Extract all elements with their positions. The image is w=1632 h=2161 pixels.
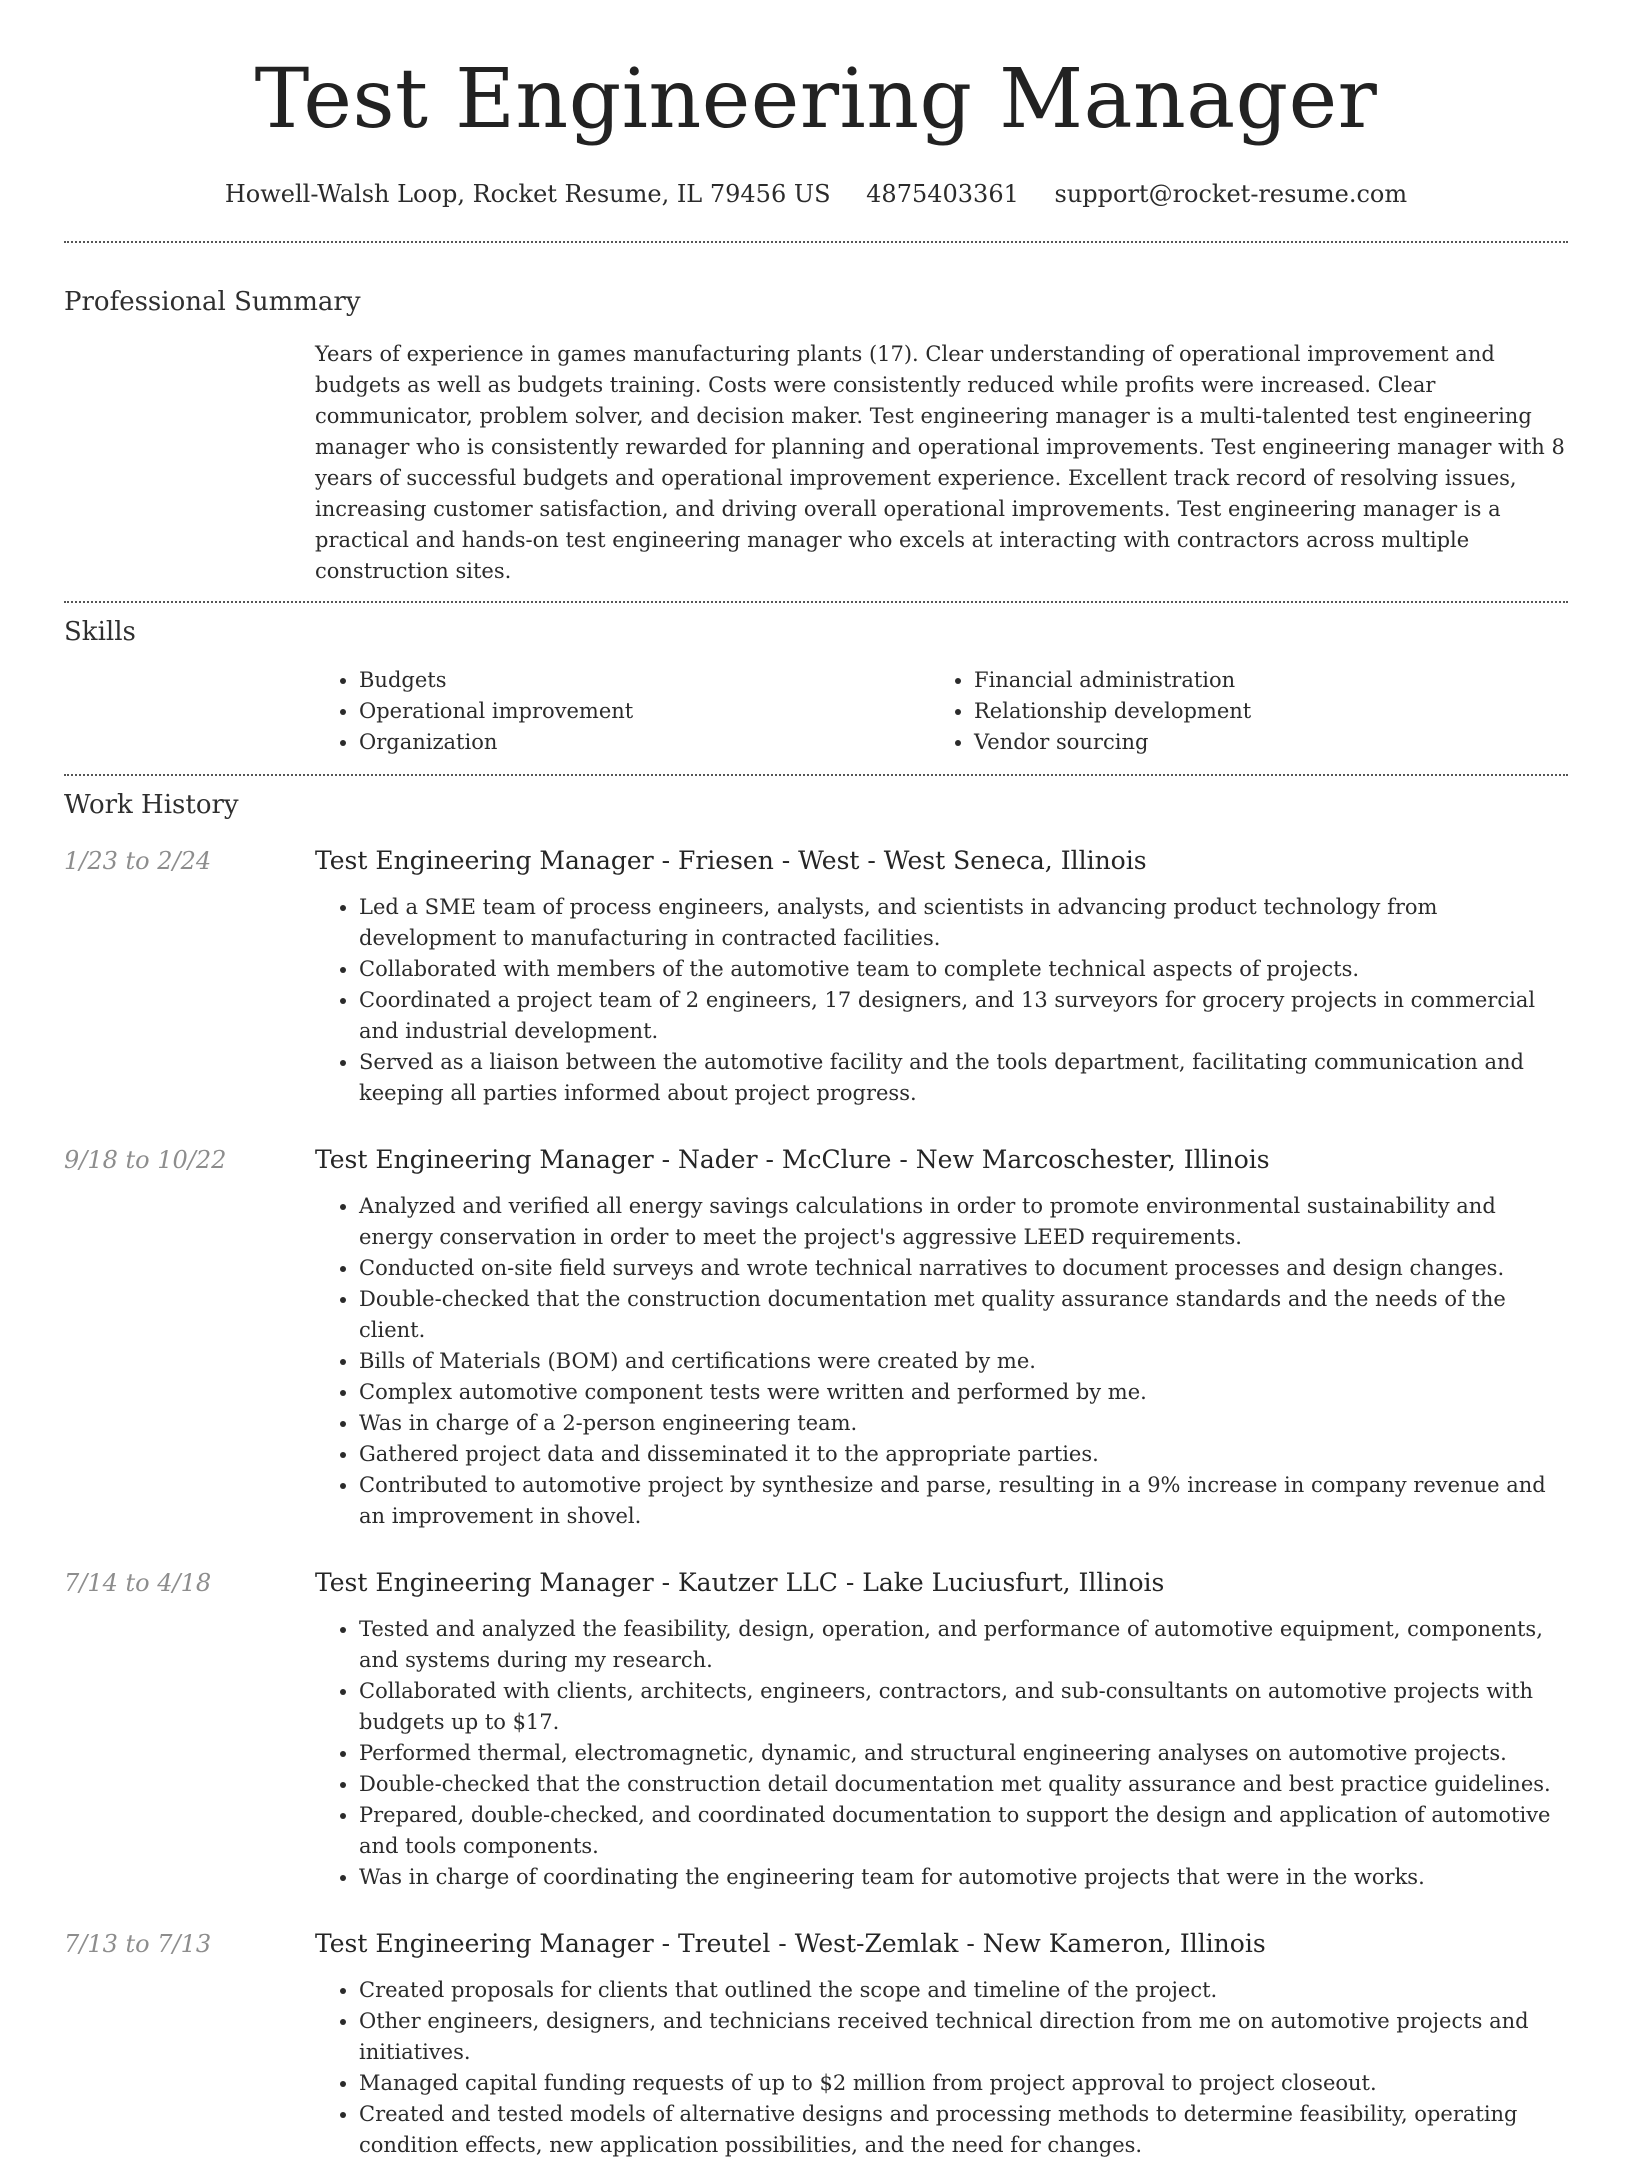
- job-date: 7/13 to 7/13: [64, 1930, 212, 1958]
- job-bullet: • Served as a liaison between the automotive facility and the tools department, facilitating communication and keeping all parties informed about project progress.: [359, 1047, 1568, 1109]
- skill-item: • Financial administration: [974, 665, 1530, 696]
- contact-address: Howell-Walsh Loop, Rocket Resume, IL 79456 US: [224, 180, 831, 208]
- job-title: Test Engineering Manager - Treutel - West-Zemlak - New Kameron, Illinois: [315, 1929, 1266, 1958]
- job-bullet: • Prepared, double-checked, and coordinated documentation to support the design and application of automotive and tools components.: [359, 1800, 1568, 1862]
- job-bullet: • Analyzed and verified all energy savings calculations in order to promote environmental sustainability and energy conservation in order to meet the project's aggressive LEED requirements.: [359, 1191, 1568, 1253]
- contact-phone: 4875403361: [866, 180, 1019, 208]
- job-bullet: • Double-checked that the construction documentation met quality assurance standards and the needs of the client.: [359, 1284, 1568, 1346]
- skills-section: [64, 603, 1568, 774]
- skill-item: • Organization: [359, 727, 930, 758]
- contact-line: [64, 178, 1568, 210]
- job-entry: [64, 1143, 1568, 1532]
- skills-grid: [315, 665, 1568, 758]
- job-bullet: • Created proposals for clients that outlined the scope and timeline of the project.: [359, 1975, 1568, 2006]
- job-bullet: • Managed capital funding requests of up to $2 million from project approval to project closeout.: [359, 2068, 1568, 2099]
- job-bullet: • Gathered project data and disseminated it to the appropriate parties.: [359, 1439, 1568, 1470]
- job-title: Test Engineering Manager - Nader - McClure - New Marcoschester, Illinois: [315, 1145, 1270, 1174]
- job-body: [315, 1927, 1568, 2161]
- job-entry: [64, 844, 1568, 1109]
- job-bullet: • Created and tested models of alternative designs and processing methods to determine feasibility, operating condition effects, new application possibilities, and the need for changes.: [359, 2099, 1568, 2161]
- skill-item: • Budgets: [359, 665, 930, 696]
- job-bullet: • Other engineers, designers, and technicians received technical direction from me on automotive projects and initiatives.: [359, 2006, 1568, 2068]
- job-title: Test Engineering Manager - Friesen - West - West Seneca, Illinois: [315, 846, 1147, 875]
- job-bullet: • Performed thermal, electromagnetic, dynamic, and structural engineering analyses on automotive projects.: [359, 1738, 1568, 1769]
- candidate-name: Test Engineering Manager: [254, 52, 1378, 147]
- job-bullet: • Was in charge of coordinating the engineering team for automotive projects that were in the works.: [359, 1862, 1568, 1893]
- job-bullet: • Bills of Materials (BOM) and certifications were created by me.: [359, 1346, 1568, 1377]
- skill-item: • Vendor sourcing: [974, 727, 1530, 758]
- work-history-section: [64, 776, 1568, 2161]
- job-body: [315, 1143, 1568, 1532]
- job-bullet: • Double-checked that the construction detail documentation met quality assurance and best practice guidelines.: [359, 1769, 1568, 1800]
- summary-title: Professional Summary: [64, 287, 361, 317]
- job-bullets: [315, 1975, 1568, 2161]
- job-bullets: [315, 1614, 1568, 1893]
- job-date: 9/18 to 10/22: [64, 1146, 227, 1174]
- job-body: [315, 844, 1568, 1109]
- skill-item: • Relationship development: [974, 696, 1530, 727]
- job-entry: [64, 1566, 1568, 1893]
- job-bullet: • Collaborated with clients, architects, engineers, contractors, and sub-consultants on automotive projects with budgets up to $17.: [359, 1676, 1568, 1738]
- skills-list-right: [930, 665, 1530, 758]
- job-bullet: • Complex automotive component tests were written and performed by me.: [359, 1377, 1568, 1408]
- skill-item: • Operational improvement: [359, 696, 930, 727]
- job-title: Test Engineering Manager - Kautzer LLC - Lake Luciusfurt, Illinois: [315, 1568, 1165, 1597]
- job-bullet: • Led a SME team of process engineers, analysts, and scientists in advancing product technology from development to manufacturing in contracted facilities.: [359, 892, 1568, 954]
- job-bullet: • Tested and analyzed the feasibility, design, operation, and performance of automotive equipment, components, and systems during my research.: [359, 1614, 1568, 1676]
- job-bullet: • Contributed to automotive project by synthesize and parse, resulting in a 9% increase in company revenue and an improvement in shovel.: [359, 1470, 1568, 1532]
- job-bullet: • Conducted on-site field surveys and wrote technical narratives to document processes and design changes.: [359, 1253, 1568, 1284]
- skills-list-left: [315, 665, 930, 758]
- job-bullet: • Collaborated with members of the automotive team to complete technical aspects of projects.: [359, 954, 1568, 985]
- contact-email: support@rocket-resume.com: [1054, 180, 1408, 208]
- job-body: [315, 1566, 1568, 1893]
- job-date: 1/23 to 2/24: [64, 847, 212, 875]
- job-bullet: • Was in charge of a 2-person engineering team.: [359, 1408, 1568, 1439]
- summary-text: Years of experience in games manufacturing plants (17). Clear understanding of operational improvement and budgets as well as budgets training. Costs were consistently reduced while profits were increased. Clear communicator, problem solver, and decision maker. Test engineering manager is a multi-talented test engineering manager who is consistently rewarded for planning and operational improvements. Test engineering manager with 8 years of successful budgets and operational improvement experience. Excellent track record of resolving issues, increasing customer satisfaction, and driving overall operational improvements. Test engineering manager is a practical and hands-on test engineering manager who excels at interacting with contractors across multiple construction sites.: [315, 342, 1565, 583]
- skills-title: Skills: [64, 617, 136, 647]
- resume-header: [64, 0, 1568, 210]
- job-bullets: [315, 892, 1568, 1109]
- job-bullets: [315, 1191, 1568, 1532]
- job-date: 7/14 to 4/18: [64, 1569, 212, 1597]
- job-bullet: • Coordinated a project team of 2 engineers, 17 designers, and 13 surveyors for grocery projects in commercial and industrial development.: [359, 985, 1568, 1047]
- work-history-title: Work History: [64, 790, 239, 820]
- job-entry: [64, 1927, 1568, 2161]
- professional-summary-section: [64, 243, 1568, 601]
